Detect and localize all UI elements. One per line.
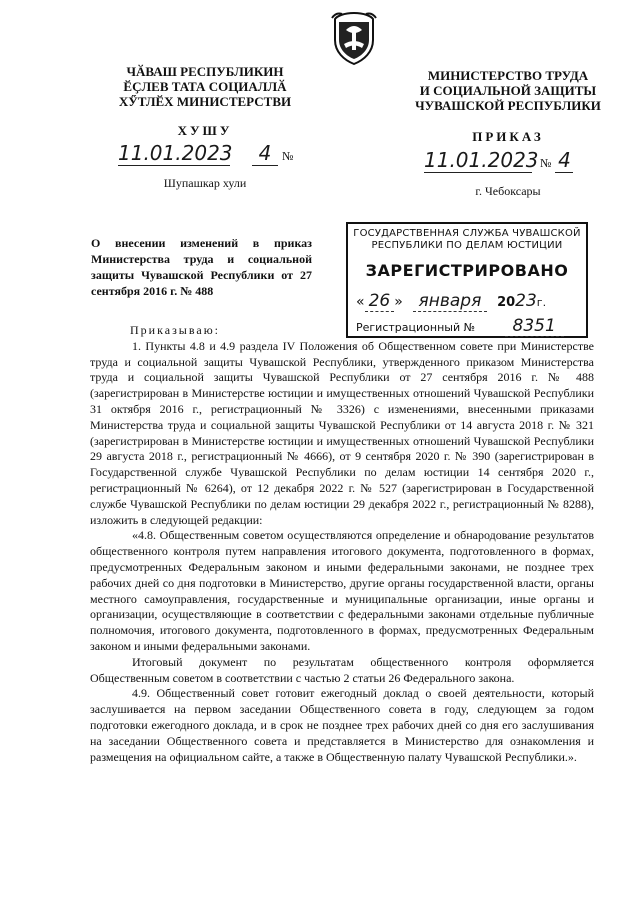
handwritten-number: 4 (252, 141, 278, 166)
city-russian: г. Чебоксары (475, 184, 541, 198)
date-number-left (118, 141, 318, 166)
order-body (90, 323, 594, 765)
header-right-line: МИНИСТЕРСТВО ТРУДА (427, 68, 589, 83)
header-left-line: ЧӐВАШ РЕСПУБЛИКИН (126, 64, 284, 79)
paragraph: 1. Пункты 4.8 и 4.9 раздела IV Положения об Общественном совете при Министерстве труда и социальной защиты Чувашской Республики, утвержденного приказом Министерства труда и социальной защиты Чувашской Республики от 27 сентября 2016 г. № 488 (зарегистрирован в Министерстве юстиции и имущественных отношений Чувашской Республики 31 октября 2016 г., регистрационный № 3326) с изменениями, внесенными приказами Министерства труда и социальной защиты Чувашской Республики от 14 августа 2018 г. № 321 (зарегистрирован в Министерстве юстиции и имущественных отношений Чувашской Республики 29 августа 2018 г., регистрационный № 4666), от 9 сентября 2020 г. № 390 (зарегистрирован в Государственной службе Чувашской Республики по делам юстиции 14 сентября 2020 г., регистрационный № 6264), от 12 декабря 2022 г. № 527 (зарегистрирован в Государственной службе Чувашской Республики по делам юстиции 29 декабря 2022 г., регистрационный № 8288), изложить в следующей редакции: (90, 338, 594, 527)
stamp-day: 26 (365, 291, 395, 312)
stamp-month: января (413, 291, 488, 312)
coat-of-arms-emblem (328, 10, 380, 66)
city-chuvash: Шупашкар хули (163, 176, 247, 190)
handwritten-date: 11.01.2023 (424, 148, 539, 172)
header-right-line: И СОЦИАЛЬНОЙ ЗАЩИТЫ (419, 83, 597, 98)
header-left-line: ХӲТЛӖХ МИНИСТЕРСТВИ (118, 94, 292, 109)
stamp-reg-number: 8351 (505, 316, 564, 337)
stamp-registered-label: ЗАРЕГИСТРИРОВАНО (365, 261, 569, 280)
stamp-org-line: РЕСПУБЛИКИ ПО ДЕЛАМ ЮСТИЦИИ (371, 240, 563, 251)
header-right-line: ЧУВАШСКОЙ РЕСПУБЛИКИ (415, 98, 601, 113)
doc-type-chuvash: ХУШУ (177, 123, 233, 138)
order-word: Приказываю: (130, 323, 220, 337)
registration-stamp (346, 222, 588, 338)
paragraph: «4.8. Общественным советом осуществляются определение и обнародование результатов общественного контроля путем направления итогового документа, подготовленного в формах, предусмотренных Федеральным законом и иными федеральными законами, не позднее трех рабочих дней со дня подготовки в Министерство, другие органы государственной власти, органы местного самоуправления, государственные и муниципальные организации, иные органы и организации, осуществляющие в соответствии с федеральными законами отдельные публичные полномочия, итогового документа, подготовленного в формах, предусмотренных Федеральным законом и иными федеральными законами. (90, 528, 594, 653)
date-number-right (424, 148, 624, 173)
handwritten-number: 4 (555, 148, 573, 173)
ministry-name-chuvash (90, 64, 320, 109)
order-title: О внесении изменений в приказ Министерства труда и социальной защиты Чувашской Республики от 27 сентября 2016 г. № 488 (91, 236, 312, 298)
ministry-name-russian (398, 68, 618, 113)
stamp-date-line: « 26 » января 2023г. (356, 291, 547, 311)
stamp-org (348, 228, 586, 252)
stamp-year: 23 (515, 291, 537, 311)
stamp-org-line: ГОСУДАРСТВЕННАЯ СЛУЖБА ЧУВАШСКОЙ (353, 228, 581, 239)
paragraph: 4.9. Общественный совет готовит ежегодный доклад о своей деятельности, который заслушивается на первом заседании Общественного совета в году, следующем за годом подготовки ежегодного доклада, и в срок не позднее трех рабочих дней со дня его заслушивания на заседании Общественного совета и представляется в Министерство для ознакомления и размещения на официальном сайте, а также в Общественную палату Чувашской Республики.». (90, 686, 594, 764)
stamp-year-suffix: г. (536, 296, 547, 309)
paragraph: Итоговый документ по результатам общественного контроля оформляется Общественным советом в соответствии с частью 2 статьи 26 Федерального закона. (90, 654, 594, 685)
handwritten-date: 11.01.2023 (118, 141, 233, 165)
stamp-reg-label: Регистрационный № (356, 321, 476, 334)
number-sign: № (282, 149, 294, 163)
header-left-line: ӖҪЛЕВ ТАТА СОЦИАЛЛӐ (123, 79, 287, 94)
number-sign: № (540, 156, 552, 170)
stamp-year-prefix: 20 (497, 295, 516, 310)
doc-type-russian: ПРИКАЗ (472, 129, 544, 144)
